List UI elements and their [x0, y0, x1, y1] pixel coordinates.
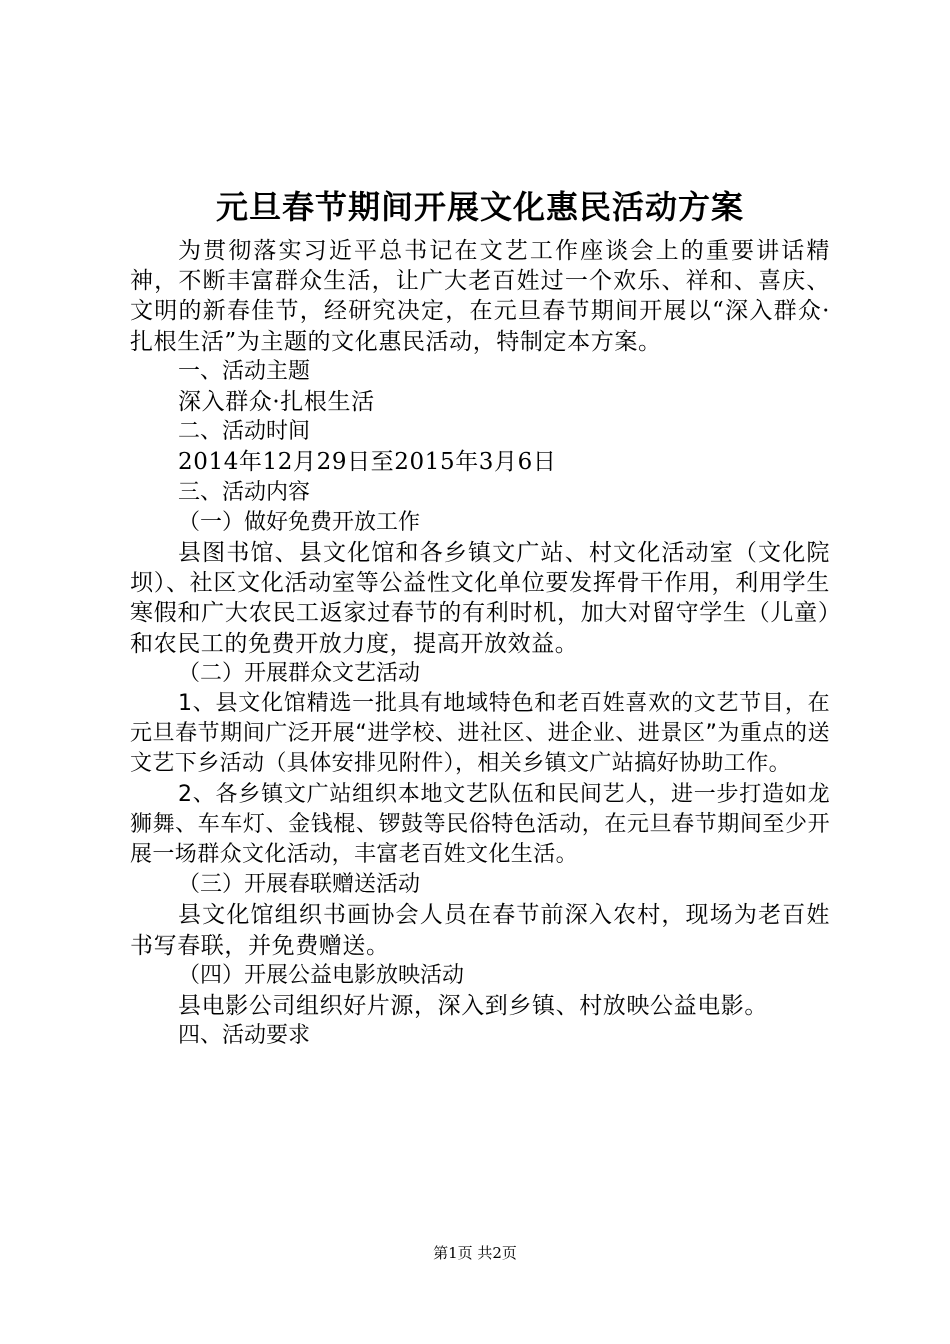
subheading-couplets: （三）开展春联赠送活动 — [178, 872, 421, 898]
intro-paragraph: 为贯彻落实习近平总书记在文艺工作座谈会上的重要讲话精神，不断丰富群众生活，让广大老百姓过一个欢乐、祥和、喜庆、文明的新春佳节，经研究决定，在元旦春节期间开展以“深入群众·扎根生活”为主题的文化惠民活动，特制定本方案。 — [130, 238, 830, 355]
time-text: 2014年12月29日至2015年3月6日 — [178, 449, 557, 476]
section-heading-content: 三、活动内容 — [178, 479, 311, 505]
couplets-text: 县文化馆组织书画协会人员在春节前深入农村，现场为老百姓书写春联，并免费赠送。 — [130, 902, 830, 959]
document-title: 元旦春节期间开展文化惠民活动方案 — [215, 188, 744, 226]
page-footer: 第1页 共2页 — [433, 1244, 517, 1262]
mass-arts-item-1: 1、县文化馆精选一批具有地域特色和老百姓喜欢的文艺节目，在元旦春节期间广泛开展“进学校、进社区、进企业、进景区”为重点的送文艺下乡活动（具体安排见附件），相关乡镇文广站搞好协助工作。 — [130, 691, 830, 777]
section-heading-theme: 一、活动主题 — [178, 358, 311, 384]
mass-arts-item-2: 2、各乡镇文广站组织本地文艺队伍和民间艺人，进一步打造如龙狮舞、车车灯、金钱棍、锣鼓等民俗特色活动，在元旦春节期间至少开展一场群众文化活动，丰富老百姓文化生活。 — [130, 781, 830, 868]
document-body — [130, 236, 830, 1051]
film-text: 县电影公司组织好片源，深入到乡镇、村放映公益电影。 — [178, 993, 768, 1020]
free-open-text: 县图书馆、县文化馆和各乡镇文广站、村文化活动室（文化院坝）、社区文化活动室等公益性文化单位要发挥骨干作用，利用学生寒假和广大农民工返家过春节的有利时机，加大对留守学生（儿童）和农民工的免费开放力度，提高开放效益。 — [130, 540, 830, 657]
subheading-film: （四）开展公益电影放映活动 — [178, 962, 465, 988]
subheading-free-open: （一）做好免费开放工作 — [178, 509, 421, 535]
subheading-mass-arts: （二）开展群众文艺活动 — [178, 660, 421, 686]
theme-text: 深入群众·扎根生活 — [178, 389, 375, 416]
section-heading-requirements: 四、活动要求 — [178, 1023, 311, 1049]
section-heading-time: 二、活动时间 — [178, 419, 311, 445]
